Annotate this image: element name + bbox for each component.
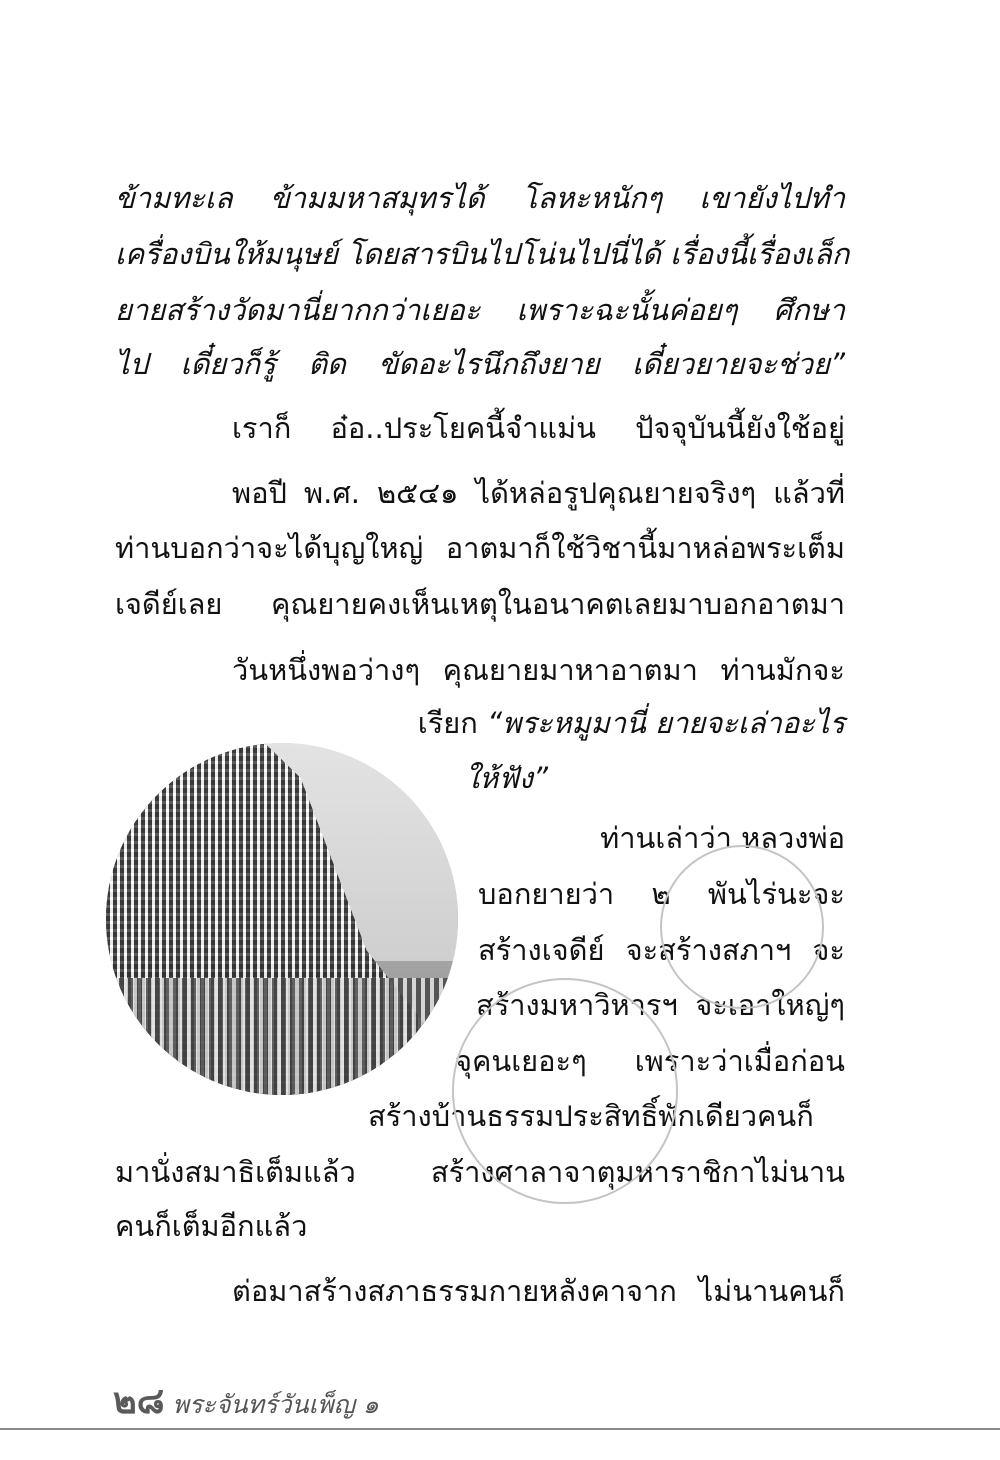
decorative-ring — [452, 978, 678, 1204]
text-line: สร้างมหาวิหารฯ จะเอาใหญ่ๆ — [476, 988, 845, 1022]
text-line: ท่านเล่าว่า หลวงพ่อ — [600, 821, 845, 855]
photo-base — [106, 978, 458, 1095]
text-line: เครื่องบินให้มนุษย์ โดยสารบินไปโน่นไปนี่ได้ เรื่องนี้เรื่องเล็ก — [115, 237, 850, 271]
text-line: เราก็ อ๋อ..ประโยคนี้จำแม่น ปัจจุบันนี้ยังใช้อยู่ — [232, 411, 845, 445]
divider — [0, 1428, 1000, 1430]
text-line: ข้ามทะเล ข้ามมหาสมุทรได้ โลหะหนักๆ เขายังไปทำ — [115, 181, 845, 215]
text-line: เจดีย์เลย คุณยายคงเห็นเหตุในอนาคตเลยมาบอกอาตมา — [115, 587, 845, 621]
text-line: ต่อมาสร้างสภาธรรมกายหลังคาจาก ไม่นานคนก็ — [232, 1274, 845, 1308]
page-number: ๒๘ — [113, 1381, 165, 1422]
quote-line: ให้ฟัง” — [465, 761, 548, 795]
text-line: ยายสร้างวัดมานี่ยากกว่าเยอะ เพราะฉะนั้นค่อยๆ ศึกษา — [115, 293, 845, 327]
text-line: มานั่งสมาธิเต็มแล้ว สร้างศาลาจาตุมหาราชิกาไม่นาน — [115, 1155, 845, 1189]
text-line: วันหนึ่งพอว่างๆ คุณยายมาหาอาตมา ท่านมักจะ — [232, 653, 845, 687]
text-line: ไป เดี๋ยวก็รู้ ติด ขัดอะไรนึกถึงยาย เดี๋ยวยายจะช่วย” — [115, 347, 845, 381]
book-title: พระจันทร์วันเพ็ญ ๑ — [172, 1390, 379, 1419]
chedi-photo — [106, 743, 458, 1095]
text-line: บอกยายว่า ๒ พันไร่นะจะ — [478, 877, 845, 911]
quote-text: “พระหมูมานี่ ยายจะเล่าอะไร — [487, 706, 845, 740]
quote-line — [115, 705, 845, 741]
text-line: ท่านบอกว่าจะได้บุญใหญ่ อาตมาก็ใช้วิชานี้มาหล่อพระเต็ม — [115, 531, 845, 565]
text-line: สร้างเจดีย์ จะสร้างสภาฯ จะ — [478, 933, 845, 967]
page-footer — [113, 1372, 379, 1422]
text-line: จุคนเยอะๆ เพราะว่าเมื่อก่อน — [455, 1044, 845, 1078]
text-line: พอปี พ.ศ. ๒๕๔๑ ได้หล่อรูปคุณยายจริงๆ แล้วที่ — [232, 476, 845, 510]
decorative-ring — [660, 845, 824, 1009]
text-line: สร้างบ้านธรรมประสิทธิ์พักเดียวคนก็ — [368, 1099, 814, 1133]
quote-prefix: เรียก — [417, 706, 488, 740]
text-line: คนก็เต็มอีกแล้ว — [115, 1209, 308, 1243]
